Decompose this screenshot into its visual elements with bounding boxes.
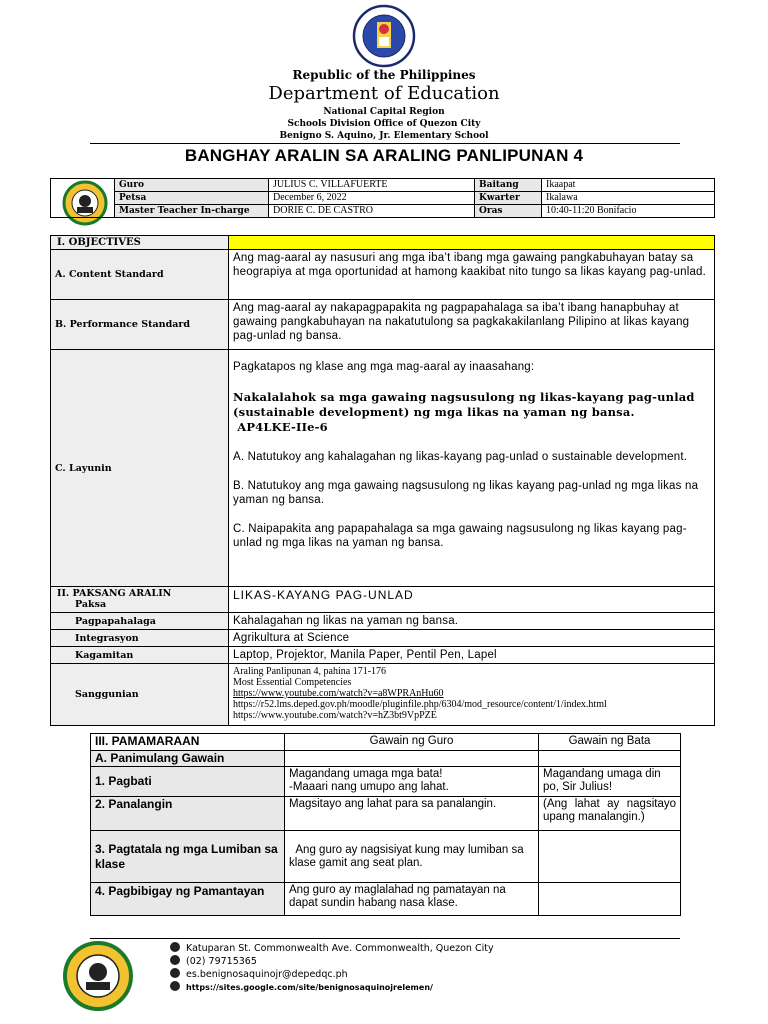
footer-site-line [170, 981, 433, 994]
footer-address: Katuparan St. Commonwealth Ave. Commonwealth, Quezon City [186, 943, 494, 954]
oras-value: 10:40-11:20 Bonifacio [542, 205, 715, 218]
school-heading: Benigno S. Aquino, Jr. Elementary School [279, 131, 489, 141]
info-row [51, 192, 715, 205]
layunin-cell [229, 350, 715, 587]
lesson-plan-table [50, 235, 715, 726]
performance-standard-row [51, 300, 715, 350]
pagtatala-guro: Ang guro ay nagsisiyat kung may lumiban sa klase gamit ang seat plan. [285, 831, 539, 883]
footer-phone: (02) 79715365 [186, 956, 257, 967]
info-row [51, 205, 715, 218]
paksa-value: LIKAS-KAYANG PAG-UNLAD [229, 587, 715, 613]
sanggunian-link[interactable]: https://www.youtube.com/watch?v=hZ3bt9VpPZE [233, 710, 437, 721]
baitang-label: Baitang [475, 179, 542, 192]
pamantayan-guro: Ang guro ay maglalahad ng pamatayan na dapat sundin habang nasa klase. [285, 883, 539, 916]
paksa-row [51, 587, 715, 613]
layunin-label: C. Layunin [51, 350, 229, 587]
integrasyon-row [51, 630, 715, 647]
region-heading: National Capital Region [323, 107, 445, 117]
pamantayan-label: 4. Pagbibigay ng Pamantayan [91, 883, 285, 916]
republic-heading: Republic of the Philippines [292, 68, 476, 82]
pagpapahalaga-value: Kahalagahan ng likas na yaman ng bansa. [229, 613, 715, 630]
master-teacher-value: DORIE C. DE CASTRO [269, 205, 475, 218]
sanggunian-link[interactable]: https://r52.lms.deped.gov.ph/moodle/pluginfile.php/6304/mod_resource/content/1/index.html [233, 699, 607, 710]
layunin-intro: Pagkatapos ng klase ang mga mag-aaral ay inaasahang: [233, 361, 535, 373]
paksa-heading: II. PAKSANG ARALIN [57, 588, 172, 599]
content-standard-label: A. Content Standard [51, 250, 229, 300]
guro-value: JULIUS C. VILLAFUERTE [269, 179, 475, 192]
pamantayan-bata [539, 883, 681, 916]
footer-divider [90, 938, 680, 939]
pamamaraan-heading: III. PAMAMARAAN [91, 734, 285, 751]
pagtatala-row [91, 831, 681, 883]
pagtatala-bata [539, 831, 681, 883]
pagtatala-label: 3. Pagtatala ng mga Lumiban sa klase [91, 831, 285, 883]
deped-seal-icon [346, 4, 422, 68]
kagamitan-value: Laptop, Projektor, Manila Paper, Pentil Pen, Lapel [229, 647, 715, 664]
pamantayan-row [91, 883, 681, 916]
panalangin-row [91, 797, 681, 831]
panalangin-bata: (Ang lahat ay nagsitayo upang manalangin.) [539, 797, 681, 831]
objectives-heading: I. OBJECTIVES [51, 236, 229, 250]
petsa-label: Petsa [115, 192, 269, 205]
kagamitan-label: Kagamitan [51, 647, 229, 664]
empty-cell [539, 751, 681, 767]
layunin-bold: Nakalalahok sa mga gawaing nagsusulong ng likas-kayang pag-unlad (sustainable development) ng mga likas na yaman ng bansa. [233, 390, 695, 419]
document-title: BANGHAY ARALIN SA ARALING PANLIPUNAN 4 [184, 146, 584, 165]
master-teacher-label: Master Teacher In-charge [115, 205, 269, 218]
logo-cell [51, 179, 115, 218]
objectives-highlight [229, 236, 715, 250]
layunin-row [51, 350, 715, 587]
sanggunian-row [51, 664, 715, 726]
sanggunian-link[interactable]: https://www.youtube.com/watch?v=a8WPRAnHu60 [233, 688, 444, 699]
integrasyon-label: Integrasyon [51, 630, 229, 647]
panimulang-heading: A. Panimulang Gawain [91, 751, 285, 767]
pagpapahalaga-row [51, 613, 715, 630]
info-table [50, 178, 715, 218]
kwarter-value: Ikalawa [542, 192, 715, 205]
pagbati-label: 1. Pagbati [91, 767, 285, 797]
pagbati-bata: Magandang umaga din po, Sir Julius! [539, 767, 681, 797]
petsa-value: December 6, 2022 [269, 192, 475, 205]
content-standard-row [51, 250, 715, 300]
performance-standard-text: Ang mag-aaral ay nakapagpapakita ng pagpapahalaga sa iba’t ibang hanapbuhay at gawaing pangkabuhayan na nakatutulong sa pagkakakilanlang Pilipino at likas kayang pag-unlad ng bansa. [229, 300, 715, 350]
paksa-label: Paksa [75, 599, 107, 610]
baitang-value: Ikaapat [542, 179, 715, 192]
footer-address-line [170, 942, 494, 955]
department-heading: Department of Education [268, 83, 500, 104]
division-heading: Schools Division Office of Quezon City [287, 119, 481, 129]
pamamaraan-table [90, 733, 681, 916]
bata-column-header: Gawain ng Bata [539, 734, 681, 751]
footer-email-line [170, 968, 348, 981]
oras-label: Oras [475, 205, 542, 218]
kagamitan-row [51, 647, 715, 664]
pagbati-guro: Magandang umaga mga bata! -Maaari nang umupo ang lahat. [285, 767, 539, 797]
sanggunian-cell [229, 664, 715, 726]
performance-standard-label: B. Performance Standard [51, 300, 229, 350]
layunin-a: A. Natutukoy ang kahalagahan ng likas-kayang pag-unlad o sustainable development. [233, 451, 688, 463]
header-divider [90, 143, 680, 144]
sanggunian-item: Most Essential Competencies [233, 677, 352, 688]
school-logo-icon [62, 940, 134, 1012]
guro-column-header: Gawain ng Guro [285, 734, 539, 751]
footer-site[interactable]: https://sites.google.com/site/benignosaquinojrelemen/ [186, 983, 433, 992]
objectives-header-row [51, 236, 715, 250]
panimulang-row [91, 751, 681, 767]
sanggunian-label: Sanggunian [51, 664, 229, 726]
kwarter-label: Kwarter [475, 192, 542, 205]
location-icon [170, 942, 180, 952]
sanggunian-item: Araling Panlipunan 4, pahina 171-176 [233, 666, 387, 677]
email-icon [170, 968, 180, 978]
integrasyon-value: Agrikultura at Science [229, 630, 715, 647]
layunin-b: B. Natutukoy ang mga gawaing nagsusulong ng likas kayang pag-unlad ng mga likas na yaman ng bansa. [233, 480, 699, 506]
phone-icon [170, 955, 180, 965]
pagpapahalaga-label: Pagpapahalaga [51, 613, 229, 630]
panalangin-label: 2. Panalangin [91, 797, 285, 831]
layunin-c: C. Naipapakita ang papapahalaga sa mga gawaing nagsusulong ng likas kayang pag-unlad ng mga likas na yaman ng bansa. [233, 523, 687, 549]
info-row [51, 179, 715, 192]
footer-email[interactable]: es.benignosaquinojr@depedqc.ph [186, 969, 348, 980]
empty-cell [285, 751, 539, 767]
paksa-label-cell [51, 587, 229, 613]
guro-label: Guro [115, 179, 269, 192]
footer-phone-line [170, 955, 257, 968]
panalangin-guro: Magsitayo ang lahat para sa panalangin. [285, 797, 539, 831]
layunin-code: AP4LKE-IIe-6 [233, 420, 328, 434]
content-standard-text: Ang mag-aaral ay nasusuri ang mga iba’t ibang mga gawaing pangkabuhayan batay sa heograpiya at mga oportunidad at hamong kaakibat nito tungo sa likas kayang pag-unlad. [229, 250, 715, 300]
pamamaraan-header-row [91, 734, 681, 751]
globe-icon [170, 981, 180, 991]
pagbati-row [91, 767, 681, 797]
